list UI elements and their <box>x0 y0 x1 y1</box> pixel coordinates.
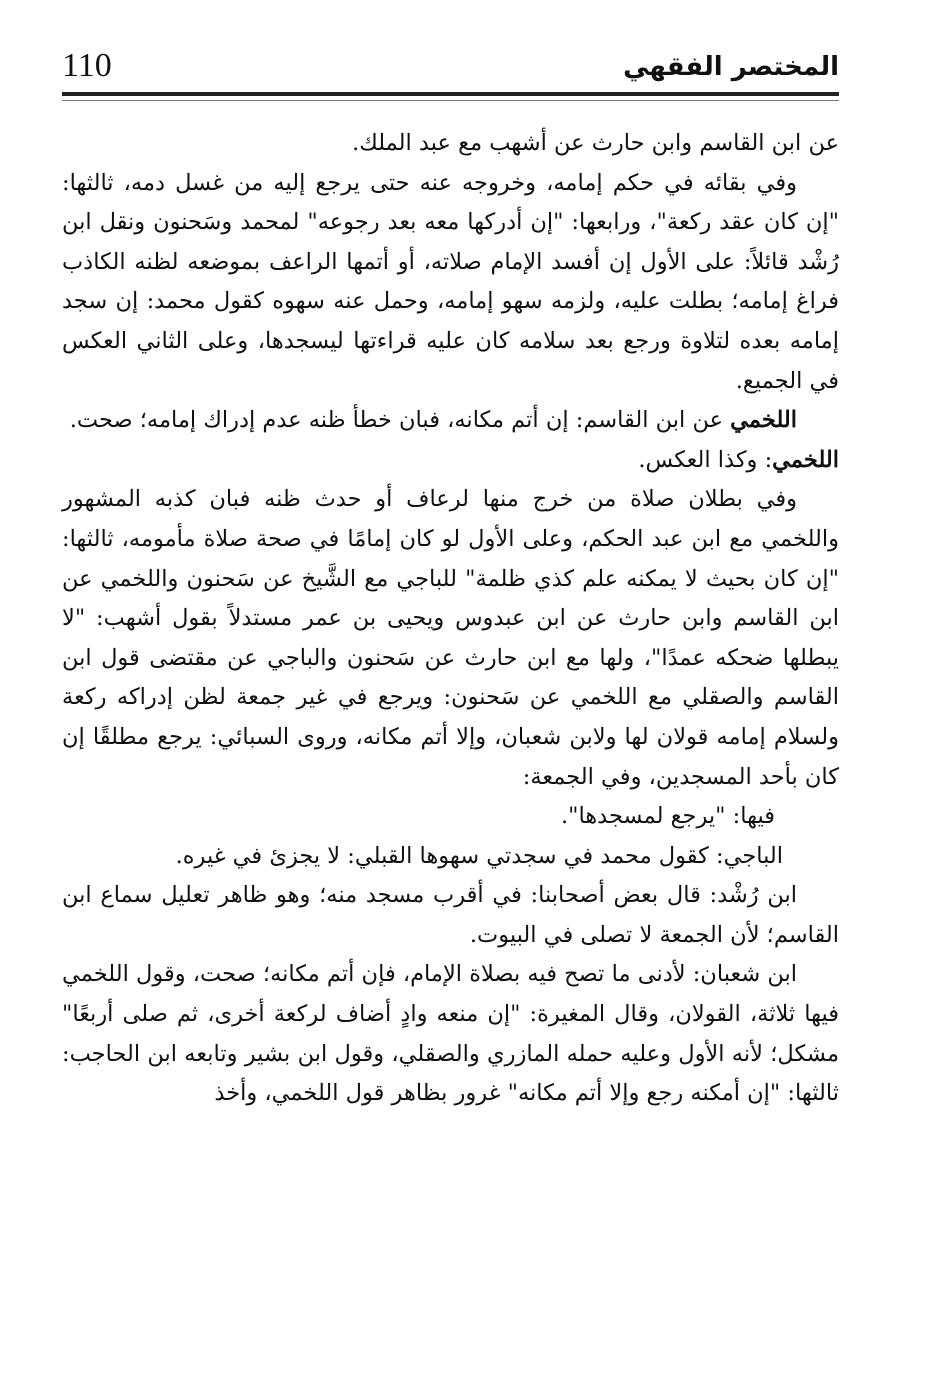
paragraph: ابن شعبان: لأدنى ما تصح فيه بصلاة الإمام، فإن أتم مكانه؛ صحت، وقول اللخمي فيها ثلاثة، القولان، وقال المغيرة: "إن منعه وادٍ أضاف لركعة أخرى، ثم صلى أربعًا" مشكل؛ لأنه الأول وعليه حمله المازري والصقلي، وقول ابن بشير وتابعه ابن الحاجب: ثالثها: "إن أمكنه رجع وإلا أتم مكانه" غرور بظاهر قول اللخمي، وأخذ <box>62 961 839 1107</box>
paragraph: وفي بقائه في حكم إمامه، وخروجه عنه حتى يرجع إليه من غسل دمه، ثالثها: "إن كان عقد ركعة"، ورابعها: "إن أدركها معه بعد رجوعه" لمحمد وسَحنون ونقل ابن رُشْد قائلاً: على الأول إن أفسد الإمام صلاته، أو أتمها الراعف بموضعه لظنه الكاذب فراغ إمامه؛ بطلت عليه، ولزمه سهو إمامه، وحمل عنه سهوه كقول محمد: إن سجد إمامه بعده لتلاوة ورجع بعد سلامه كان عليه قراءتها ليسجدها، وعلى الثاني العكس في الجميع. <box>62 169 839 394</box>
scholar-name: اللخمي <box>772 446 839 473</box>
paragraph-text: : وكذا العكس. <box>638 446 773 473</box>
paragraph-text: عن ابن القاسم: إن أتم مكانه، فبان خطأ ظنه عدم إدراك إمامه؛ صحت. <box>69 407 731 434</box>
page-header <box>62 42 839 96</box>
paragraph: وفي بطلان صلاة من خرج منها لرعاف أو حدث ظنه فبان كذبه المشهور واللخمي مع ابن عبد الحكم، وعلى الأول لو كان إمامًا في صحة صلاة مأمومه، ثالثها: "إن كان بحيث لا يمكنه علم كذي ظلمة" للباجي مع الشَّيخ عن سَحنون واللخمي عن ابن القاسم وابن حارث عن ابن عبدوس ويحيى بن عمر مستدلاً بقول أشهب: "لا يبطلها ضحكه عمدًا"، ولها مع ابن حارث عن سَحنون والباجي عن مقتضى قول ابن القاسم والصقلي مع اللخمي عن سَحنون: ويرجع في غير جمعة لظن إدراكه ركعة ولسلام إمامه قولان لها ولابن شعبان، وإلا أتم مكانه، وروى السبائي: يرجع مطلقًا إن كان بأحد المسجدين، وفي الجمعة: <box>62 486 839 790</box>
page-body <box>62 124 839 1114</box>
paragraph <box>62 441 839 481</box>
paragraph: ابن رُشْد: قال بعض أصحابنا: في أقرب مسجد منه؛ وهو ظاهر تعليل سماع ابن القاسم؛ لأن الجمعة لا تصلى في البيوت. <box>62 882 839 948</box>
paragraph: فيها: "يرجع لمسجدها". <box>560 803 775 830</box>
scholar-name: اللخمي <box>730 407 797 434</box>
paragraph: عن ابن القاسم وابن حارث عن أشهب مع عبد الملك. <box>352 130 839 156</box>
book-title: المختصر الفقهي <box>623 52 839 82</box>
page-number: 110 <box>62 47 112 84</box>
header-rule <box>62 92 839 96</box>
paragraph <box>62 401 839 441</box>
header-rule-thin <box>62 100 839 101</box>
paragraph: الباجي: كقول محمد في سجدتي سهوها القبلي: لا يجزئ في غيره. <box>175 842 783 869</box>
